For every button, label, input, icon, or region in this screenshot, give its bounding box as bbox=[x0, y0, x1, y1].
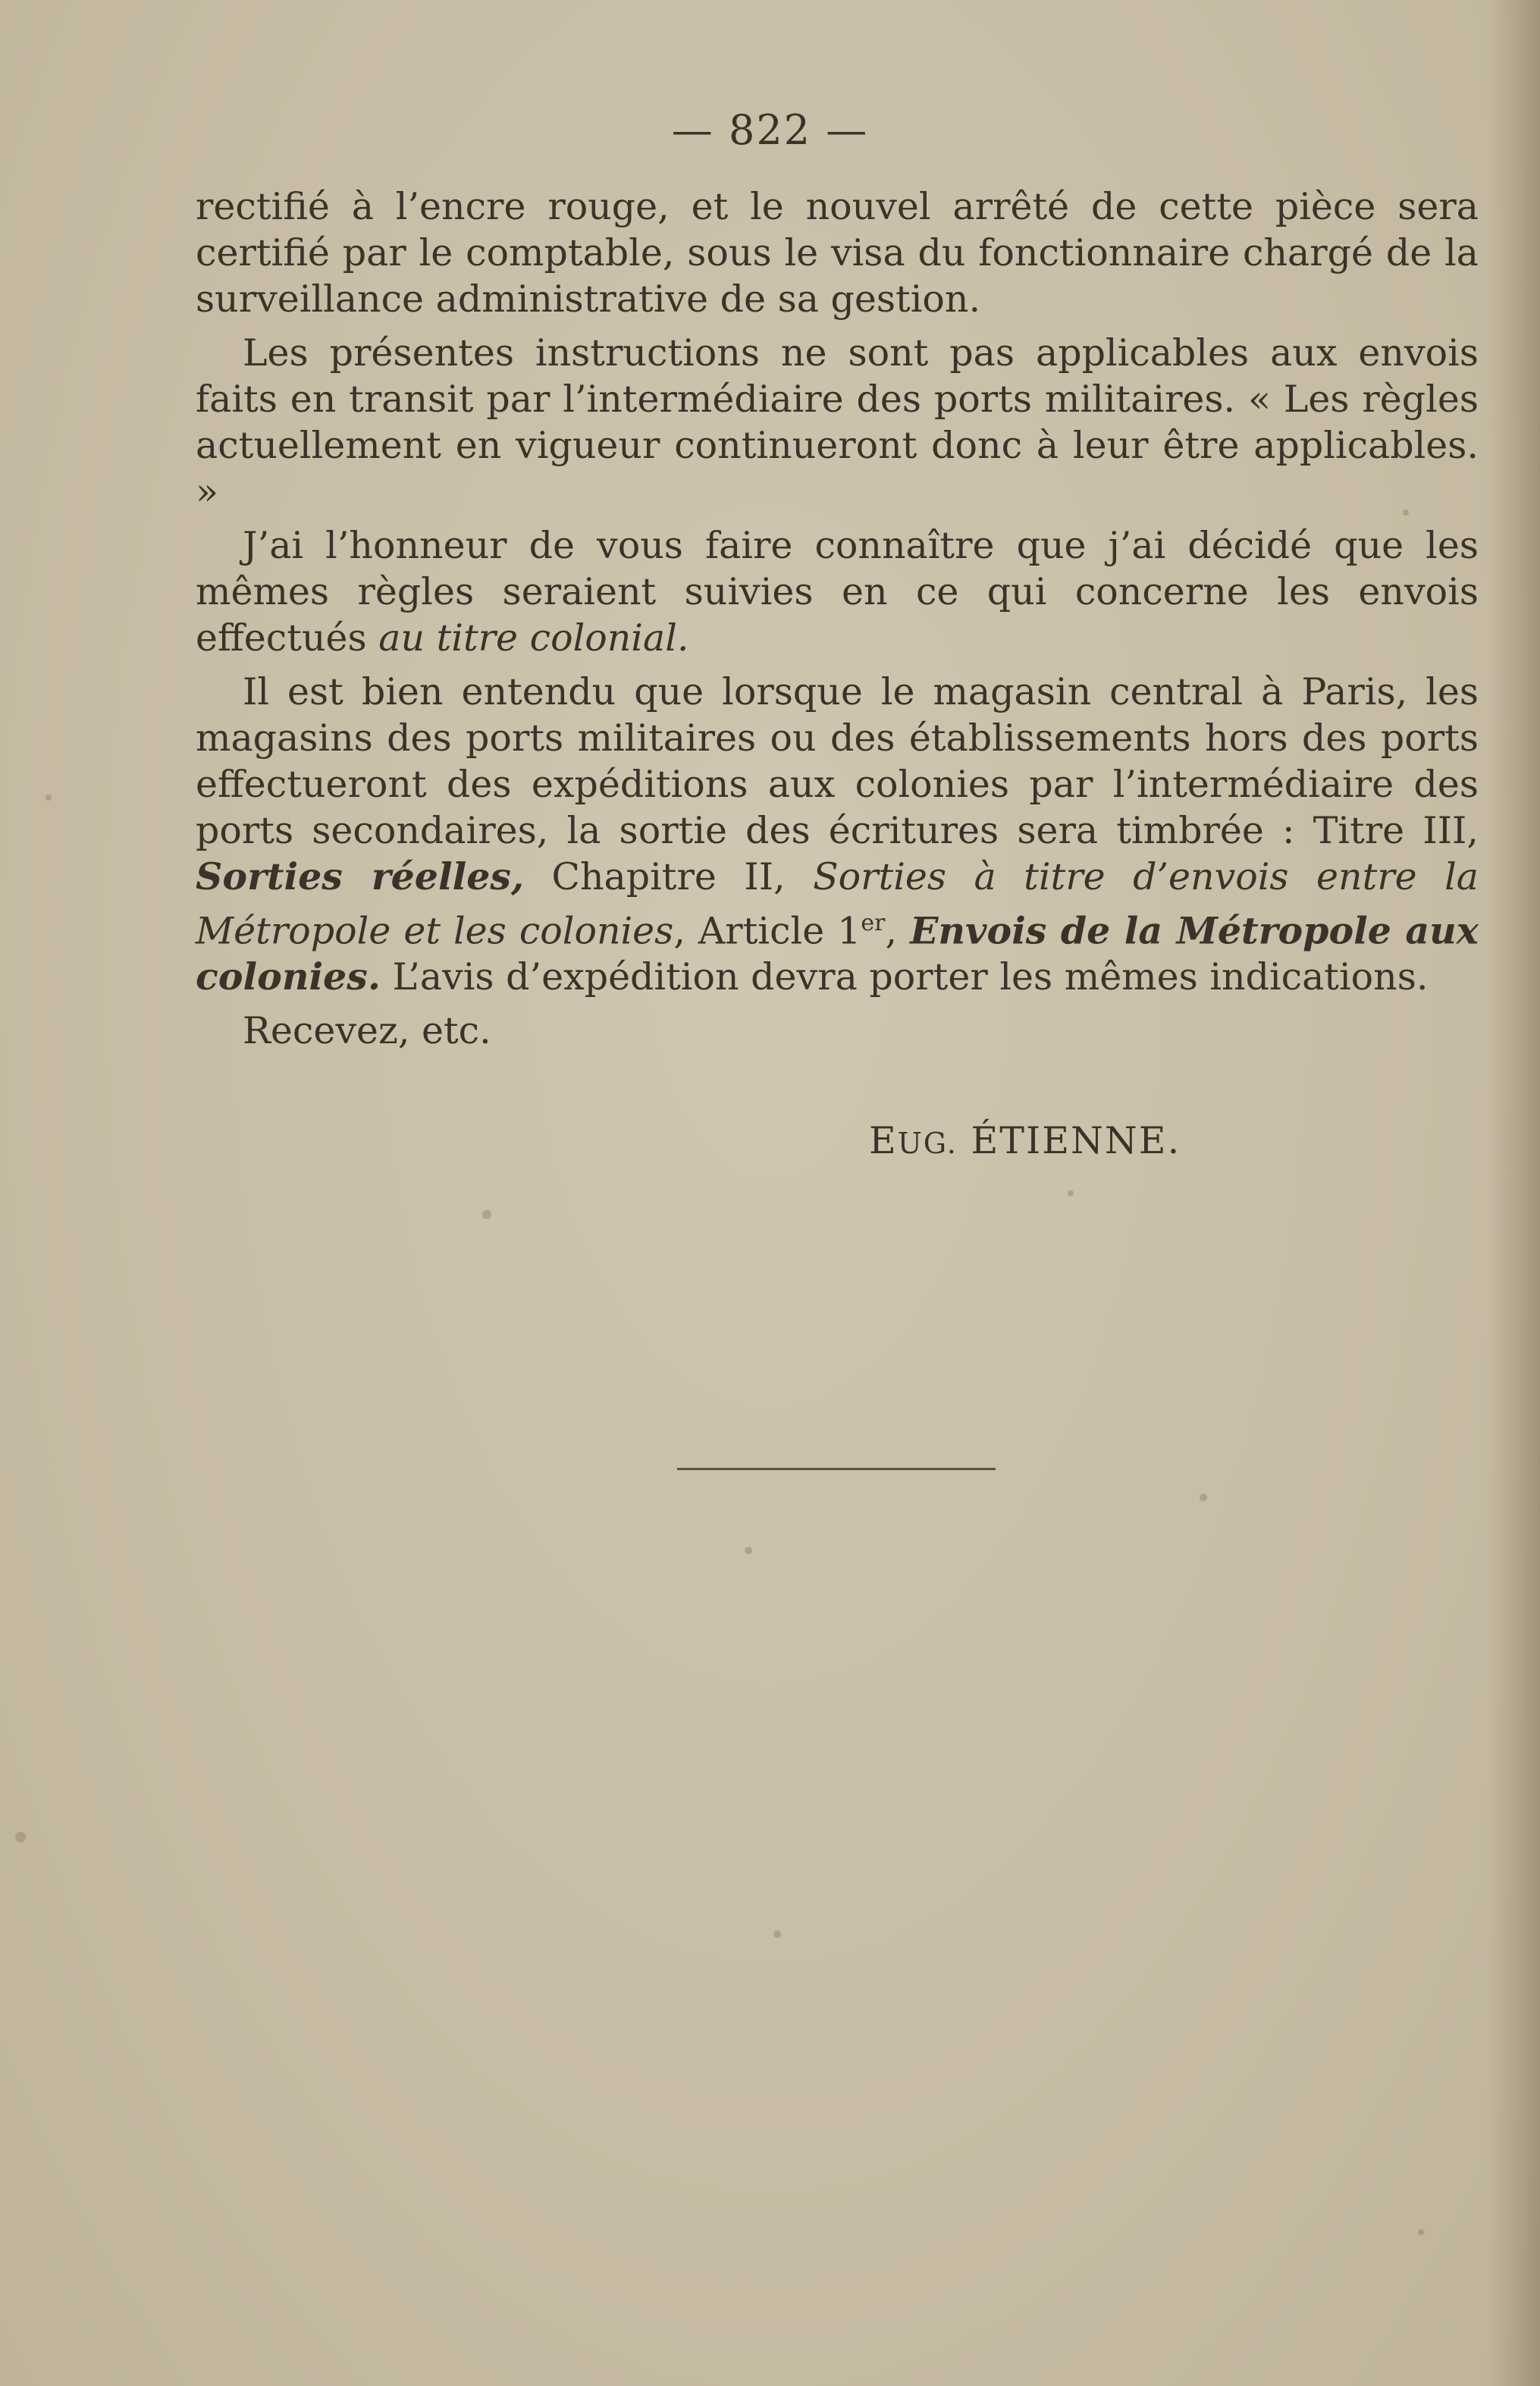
text-run: Il est bien entendu que lorsque le magasin central à Paris, les magasins des ports militaires ou des établissements hors des ports effectueront des expéditions aux colonies par l’intermédiaire des ports secondaires, la sortie des écritures sera timbrée : Titre III, bbox=[196, 670, 1479, 852]
bold-italic-text-run: Envois de la Métropole aux colonies. bbox=[196, 908, 1479, 999]
paper-speck bbox=[745, 1547, 752, 1554]
text-run: Recevez, etc. bbox=[243, 1009, 491, 1053]
paragraph bbox=[196, 669, 1479, 1000]
text-run: J’ai l’honneur de vous faire connaître que j’ai décidé que les mêmes règles seraient suivies en ce qui concerne les envois effectués bbox=[196, 524, 1479, 660]
paper-speck bbox=[1200, 1494, 1207, 1501]
text-run: , bbox=[885, 909, 911, 953]
signature bbox=[869, 1119, 1181, 1162]
text-run: L’avis d’expédition devra porter les mêmes indications. bbox=[380, 955, 1429, 999]
paragraph bbox=[196, 1008, 1479, 1054]
signature-initial: E bbox=[869, 1119, 898, 1162]
italic-text-run: Sorties à titre d’envois entre la Métropole et les colonies bbox=[196, 855, 1479, 953]
paragraph bbox=[196, 330, 1479, 515]
signature-initial-smallcaps: UG. bbox=[897, 1127, 958, 1160]
paper-speck bbox=[45, 795, 52, 801]
divider-rule bbox=[677, 1468, 996, 1470]
bold-italic-text-run: Sorties réelles, bbox=[196, 854, 525, 898]
paper-speck bbox=[482, 1210, 491, 1219]
paper-speck bbox=[1418, 2229, 1424, 2235]
text-run: Chapitre II, bbox=[524, 855, 814, 898]
paper-speck bbox=[773, 1930, 781, 1938]
text-run: , Article 1 bbox=[673, 909, 861, 953]
page-edge-shadow bbox=[1487, 0, 1540, 2386]
text-run: Les présentes instructions ne sont pas applicables aux envois faits en transit par l’intermédiaire des ports militaires. « Les règles actuellement en vigueur continueront donc à leur être applicables. » bbox=[196, 331, 1479, 513]
paragraph bbox=[196, 522, 1479, 661]
italic-text-run: au titre colonial. bbox=[378, 616, 689, 660]
signature-surname: ÉTIENNE. bbox=[971, 1119, 1181, 1162]
page-number: — 822 — bbox=[671, 106, 869, 154]
paragraph bbox=[196, 183, 1479, 322]
superscript: er bbox=[861, 910, 886, 936]
paper-speck bbox=[15, 1832, 26, 1842]
text-run: rectifié à l’encre rouge, et le nouvel arrêté de cette pièce sera certifié par le comptable, sous le visa du fonctionnaire chargé de la surveillance administrative de sa gestion. bbox=[196, 185, 1479, 321]
body-text bbox=[196, 183, 1479, 1061]
paper-speck bbox=[1068, 1190, 1074, 1196]
